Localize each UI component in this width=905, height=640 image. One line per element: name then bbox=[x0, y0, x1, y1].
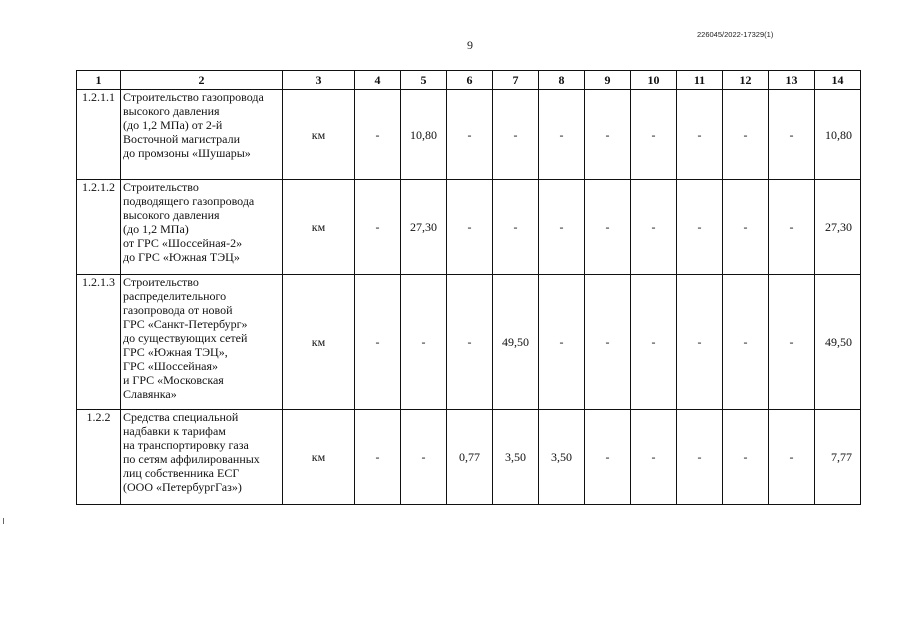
row-value: - bbox=[723, 275, 769, 410]
row-value: - bbox=[631, 410, 677, 505]
column-header: 4 bbox=[355, 71, 401, 90]
table-row bbox=[77, 90, 861, 180]
row-value: - bbox=[723, 180, 769, 275]
row-value: - bbox=[539, 90, 585, 180]
row-value: - bbox=[677, 410, 723, 505]
column-header: 8 bbox=[539, 71, 585, 90]
row-value: - bbox=[539, 180, 585, 275]
row-value: - bbox=[769, 275, 815, 410]
row-value: 10,80 bbox=[401, 90, 447, 180]
row-name: Строительство газопровода высокого давления (до 1,2 МПа) от 2-й Восточной магистрали до промзоны «Шушары» bbox=[121, 90, 283, 180]
row-value: - bbox=[585, 410, 631, 505]
row-total: 10,80 bbox=[815, 90, 861, 180]
column-header: 6 bbox=[447, 71, 493, 90]
table-header-row bbox=[77, 71, 861, 90]
row-value: - bbox=[631, 180, 677, 275]
row-value: - bbox=[677, 90, 723, 180]
row-total: 27,30 bbox=[815, 180, 861, 275]
row-code: 1.2.1.1 bbox=[77, 90, 121, 180]
row-code: 1.2.2 bbox=[77, 410, 121, 505]
row-unit: км bbox=[283, 275, 355, 410]
row-name: Строительство распределительного газопровода от новой ГРС «Санкт-Петербург» до существующих сетей ГРС «Южная ТЭЦ», ГРС «Шоссейная» и ГРС «Московская Славянка» bbox=[121, 275, 283, 410]
page-number: 9 bbox=[467, 38, 473, 52]
column-header: 13 bbox=[769, 71, 815, 90]
row-value: - bbox=[769, 90, 815, 180]
row-total: 49,50 bbox=[815, 275, 861, 410]
row-value: - bbox=[677, 275, 723, 410]
row-value: - bbox=[447, 275, 493, 410]
margin-mark bbox=[3, 518, 4, 524]
row-value: - bbox=[355, 275, 401, 410]
row-value: - bbox=[585, 275, 631, 410]
row-value: - bbox=[585, 180, 631, 275]
column-header: 3 bbox=[283, 71, 355, 90]
row-value: 0,77 bbox=[447, 410, 493, 505]
row-unit: км bbox=[283, 180, 355, 275]
row-value: 3,50 bbox=[493, 410, 539, 505]
row-value: - bbox=[723, 90, 769, 180]
row-value: - bbox=[493, 90, 539, 180]
column-header: 9 bbox=[585, 71, 631, 90]
row-code: 1.2.1.2 bbox=[77, 180, 121, 275]
table-row bbox=[77, 275, 861, 410]
column-header: 12 bbox=[723, 71, 769, 90]
row-value: - bbox=[355, 410, 401, 505]
row-unit: км bbox=[283, 90, 355, 180]
column-header: 2 bbox=[121, 71, 283, 90]
column-header: 11 bbox=[677, 71, 723, 90]
column-header: 10 bbox=[631, 71, 677, 90]
row-value: - bbox=[631, 90, 677, 180]
column-header: 5 bbox=[401, 71, 447, 90]
row-value: - bbox=[355, 90, 401, 180]
row-value: - bbox=[493, 180, 539, 275]
row-name: Средства специальной надбавки к тарифам на транспортировку газа по сетям аффилированных лиц собственника ЕСГ (ООО «ПетербургГаз») bbox=[121, 410, 283, 505]
row-code: 1.2.1.3 bbox=[77, 275, 121, 410]
table-row bbox=[77, 180, 861, 275]
row-name: Строительство подводящего газопровода высокого давления (до 1,2 МПа) от ГРС «Шоссейная-2» до ГРС «Южная ТЭЦ» bbox=[121, 180, 283, 275]
row-value: - bbox=[401, 410, 447, 505]
row-value: - bbox=[677, 180, 723, 275]
row-total: 7,77 bbox=[815, 410, 861, 505]
column-header: 7 bbox=[493, 71, 539, 90]
row-value: - bbox=[631, 275, 677, 410]
column-header: 14 bbox=[815, 71, 861, 90]
column-header: 1 bbox=[77, 71, 121, 90]
row-value: - bbox=[585, 90, 631, 180]
row-value: - bbox=[355, 180, 401, 275]
row-value: 27,30 bbox=[401, 180, 447, 275]
row-value: 49,50 bbox=[493, 275, 539, 410]
row-value: - bbox=[769, 410, 815, 505]
row-value: - bbox=[723, 410, 769, 505]
document-registration-code: 226045/2022-17329(1) bbox=[697, 30, 774, 39]
row-value: - bbox=[769, 180, 815, 275]
row-value: - bbox=[539, 275, 585, 410]
row-value: 3,50 bbox=[539, 410, 585, 505]
data-table bbox=[76, 70, 861, 505]
row-unit: км bbox=[283, 410, 355, 505]
table-row bbox=[77, 410, 861, 505]
row-value: - bbox=[447, 90, 493, 180]
row-value: - bbox=[447, 180, 493, 275]
row-value: - bbox=[401, 275, 447, 410]
